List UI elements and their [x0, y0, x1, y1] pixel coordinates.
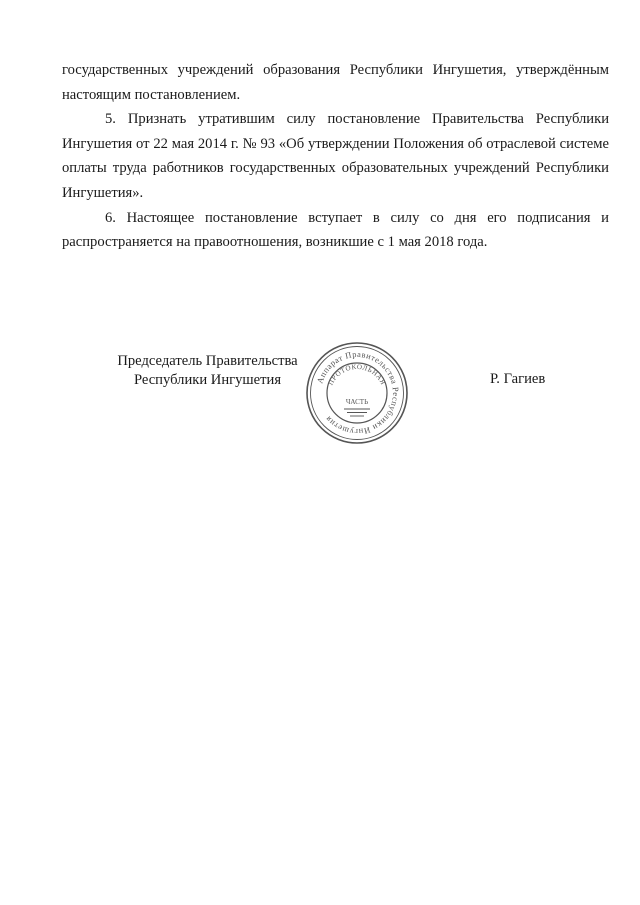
paragraph-item-5: 5. Признать утратившим силу постановление Правительства Республики Ингушетия от 22 мая 2014 г. № 93 «Об утверждении Положения об отраслевой системе оплаты труда работников государственных образовательных учреждений Республики Ингушетия».	[62, 111, 609, 201]
seal-outer-text: Аппарат Правительства Республики Ингушетия	[315, 349, 401, 437]
seal-icon	[304, 340, 410, 446]
signatory-position	[100, 352, 315, 389]
seal-inner-center-text: ЧАСТЬ	[345, 398, 369, 406]
signatory-position-line1: Председатель Правительства	[117, 353, 298, 369]
seal-inner-arc-text: ПРОТОКОЛЬНАЯ	[326, 362, 388, 387]
signatory-name: Р. Гагиев	[490, 371, 546, 387]
official-seal-stamp	[304, 340, 410, 446]
paragraph-item-6: 6. Настоящее постановление вступает в силу со дня его подписания и распространяется на правоотношения, возникшие с 1 мая 2018 года.	[62, 209, 609, 251]
document-body	[62, 58, 609, 255]
paragraph-continuation: государственных учреждений образования Республики Ингушетия, утверждённым настоящим постановлением.	[62, 62, 609, 103]
signatory-position-line2: Республики Ингушетия	[133, 371, 282, 388]
